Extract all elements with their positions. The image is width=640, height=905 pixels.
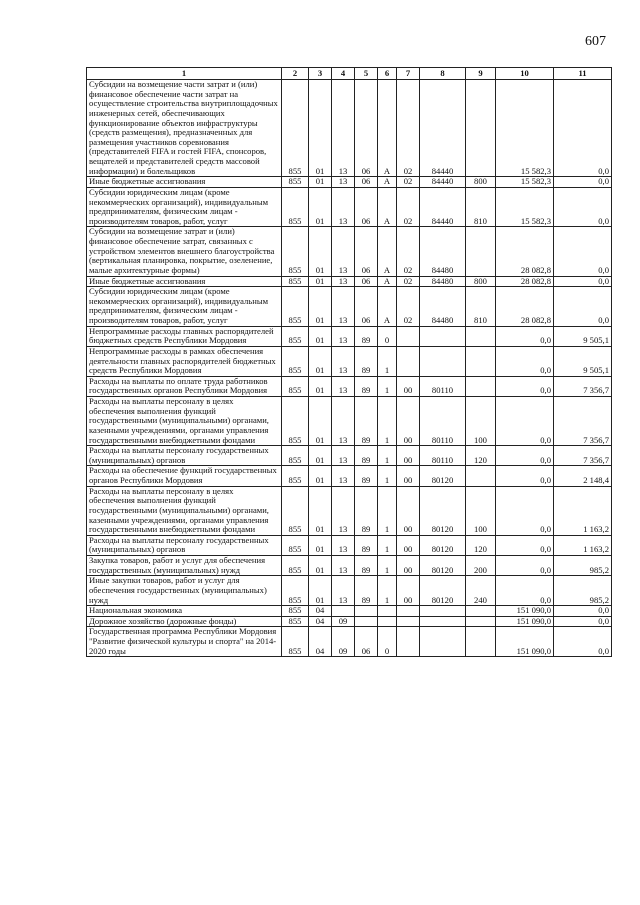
cell-pr: 13 — [332, 346, 355, 376]
cell-csr-3 — [397, 346, 420, 376]
cell-vr — [466, 346, 496, 376]
cell-gr: 855 — [282, 556, 309, 576]
cell-csr-3: 00 — [397, 486, 420, 535]
cell-csr-4 — [420, 627, 466, 657]
cell-pr: 09 — [332, 616, 355, 627]
cell-csr-2: 1 — [378, 466, 397, 486]
cell-csr-3: 00 — [397, 397, 420, 446]
cell-pr — [332, 606, 355, 617]
cell-csr-2: 1 — [378, 576, 397, 606]
table-row — [87, 446, 612, 466]
cell-csr-3: 02 — [397, 187, 420, 227]
column-header: 10 — [496, 68, 554, 80]
cell-csr-4: 84440 — [420, 80, 466, 177]
cell-csr-3: 02 — [397, 80, 420, 177]
cell-sum-2018: 0,0 — [496, 446, 554, 466]
cell-sum-2019: 0,0 — [554, 627, 612, 657]
cell-csr-1: 06 — [355, 276, 378, 287]
cell-description: Иные бюджетные ассигнования — [87, 276, 282, 287]
cell-csr-3 — [397, 606, 420, 617]
cell-gr: 855 — [282, 466, 309, 486]
cell-rz: 04 — [309, 627, 332, 657]
cell-csr-3: 02 — [397, 177, 420, 188]
cell-sum-2019: 2 148,4 — [554, 466, 612, 486]
cell-csr-1: 06 — [355, 227, 378, 276]
cell-csr-1: 89 — [355, 397, 378, 446]
cell-vr: 810 — [466, 187, 496, 227]
cell-rz: 01 — [309, 556, 332, 576]
cell-csr-3: 02 — [397, 227, 420, 276]
cell-vr: 200 — [466, 556, 496, 576]
cell-sum-2018: 0,0 — [496, 556, 554, 576]
cell-csr-2: А — [378, 80, 397, 177]
cell-pr: 13 — [332, 466, 355, 486]
cell-csr-1: 06 — [355, 80, 378, 177]
cell-vr — [466, 376, 496, 396]
column-header: 11 — [554, 68, 612, 80]
cell-csr-4 — [420, 606, 466, 617]
cell-pr: 09 — [332, 627, 355, 657]
cell-csr-3: 00 — [397, 576, 420, 606]
cell-pr: 13 — [332, 287, 355, 327]
cell-csr-2: 1 — [378, 486, 397, 535]
cell-csr-2: А — [378, 187, 397, 227]
table-row — [87, 187, 612, 227]
cell-sum-2018: 0,0 — [496, 535, 554, 555]
cell-vr — [466, 80, 496, 177]
cell-sum-2019: 7 356,7 — [554, 397, 612, 446]
table-header-row — [87, 68, 612, 80]
cell-vr — [466, 627, 496, 657]
cell-sum-2018: 15 582,3 — [496, 177, 554, 188]
cell-sum-2019: 7 356,7 — [554, 376, 612, 396]
cell-description: Расходы на выплаты персоналу в целях обеспечения выполнения функций государственными (муниципальными) органами, казенными учреждениями, органами управления государственными внебюджетными фондами — [87, 397, 282, 446]
cell-rz: 01 — [309, 376, 332, 396]
cell-gr: 855 — [282, 177, 309, 188]
cell-pr: 13 — [332, 326, 355, 346]
cell-sum-2018: 28 082,8 — [496, 227, 554, 276]
cell-sum-2018: 0,0 — [496, 486, 554, 535]
cell-sum-2019: 0,0 — [554, 177, 612, 188]
cell-sum-2019: 9 505,1 — [554, 326, 612, 346]
cell-csr-1: 89 — [355, 535, 378, 555]
cell-csr-1: 06 — [355, 627, 378, 657]
cell-description: Расходы на обеспечение функций государственных органов Республики Мордовия — [87, 466, 282, 486]
cell-csr-4: 80120 — [420, 466, 466, 486]
cell-csr-3: 00 — [397, 376, 420, 396]
cell-sum-2019: 7 356,7 — [554, 446, 612, 466]
cell-csr-4: 84480 — [420, 276, 466, 287]
cell-csr-2: 1 — [378, 376, 397, 396]
cell-csr-2: 1 — [378, 397, 397, 446]
cell-rz: 01 — [309, 535, 332, 555]
cell-vr: 800 — [466, 276, 496, 287]
column-header: 9 — [466, 68, 496, 80]
cell-sum-2018: 0,0 — [496, 397, 554, 446]
cell-sum-2018: 28 082,8 — [496, 276, 554, 287]
column-header: 3 — [309, 68, 332, 80]
cell-csr-1: 06 — [355, 187, 378, 227]
cell-csr-2 — [378, 616, 397, 627]
cell-csr-4: 80120 — [420, 486, 466, 535]
table-row — [87, 346, 612, 376]
cell-rz: 01 — [309, 276, 332, 287]
cell-description: Государственная программа Республики Мордовия "Развитие физической культуры и спорта" на 2014-2020 годы — [87, 627, 282, 657]
cell-sum-2019: 985,2 — [554, 556, 612, 576]
cell-sum-2019: 985,2 — [554, 576, 612, 606]
cell-csr-3: 00 — [397, 535, 420, 555]
cell-csr-3: 00 — [397, 446, 420, 466]
cell-vr: 100 — [466, 397, 496, 446]
cell-rz: 01 — [309, 466, 332, 486]
cell-pr: 13 — [332, 276, 355, 287]
table-body — [87, 80, 612, 657]
cell-description: Субсидии на возмещение части затрат и (или) финансовое обеспечение части затрат на осуществление строительства внутриплощадочных инженерных сетей, обеспечивающих функционирование объектов инфраструктуры (средств размещения), предназначенных для размещения участников соревнования (представителей FIFA и гостей FIFA, спонсоров, вещателей и представителей средств массовой информации) и болельщиков — [87, 80, 282, 177]
cell-csr-2: 0 — [378, 627, 397, 657]
cell-description: Иные закупки товаров, работ и услуг для обеспечения государственных (муниципальных) нужд — [87, 576, 282, 606]
cell-csr-4 — [420, 616, 466, 627]
column-header: 5 — [355, 68, 378, 80]
cell-rz: 01 — [309, 486, 332, 535]
cell-description: Субсидии юридическим лицам (кроме некоммерческих организаций), индивидуальным предпринимателям, физическим лицам - производителям товаров, работ, услуг — [87, 287, 282, 327]
cell-csr-4 — [420, 346, 466, 376]
cell-vr: 240 — [466, 576, 496, 606]
cell-csr-1: 89 — [355, 486, 378, 535]
cell-csr-4: 84440 — [420, 187, 466, 227]
cell-sum-2018: 15 582,3 — [496, 187, 554, 227]
cell-description: Национальная экономика — [87, 606, 282, 617]
cell-rz: 01 — [309, 397, 332, 446]
cell-csr-1: 89 — [355, 576, 378, 606]
cell-description: Непрограммные расходы главных распорядителей бюджетных средств Республики Мордовия — [87, 326, 282, 346]
cell-sum-2019: 0,0 — [554, 287, 612, 327]
cell-csr-2: 0 — [378, 326, 397, 346]
cell-sum-2018: 151 090,0 — [496, 606, 554, 617]
cell-rz: 01 — [309, 287, 332, 327]
cell-sum-2018: 0,0 — [496, 346, 554, 376]
cell-csr-1: 06 — [355, 177, 378, 188]
cell-csr-4: 80110 — [420, 397, 466, 446]
cell-sum-2018: 0,0 — [496, 466, 554, 486]
cell-csr-4: 80120 — [420, 535, 466, 555]
cell-gr: 855 — [282, 287, 309, 327]
table-row — [87, 466, 612, 486]
cell-gr: 855 — [282, 326, 309, 346]
cell-pr: 13 — [332, 80, 355, 177]
cell-sum-2019: 0,0 — [554, 276, 612, 287]
cell-rz: 04 — [309, 606, 332, 617]
page-number: 607 — [585, 34, 606, 49]
cell-sum-2019: 0,0 — [554, 616, 612, 627]
cell-csr-3 — [397, 627, 420, 657]
table-row — [87, 486, 612, 535]
cell-rz: 01 — [309, 446, 332, 466]
column-header: 7 — [397, 68, 420, 80]
cell-gr: 855 — [282, 227, 309, 276]
cell-sum-2019: 0,0 — [554, 187, 612, 227]
cell-csr-4: 84480 — [420, 227, 466, 276]
cell-description: Расходы на выплаты персоналу государственных (муниципальных) органов — [87, 535, 282, 555]
table-row — [87, 627, 612, 657]
cell-csr-1 — [355, 606, 378, 617]
column-header: 1 — [87, 68, 282, 80]
cell-sum-2019: 0,0 — [554, 227, 612, 276]
table-row — [87, 376, 612, 396]
cell-rz: 01 — [309, 187, 332, 227]
table-row — [87, 80, 612, 177]
cell-gr: 855 — [282, 276, 309, 287]
column-header: 4 — [332, 68, 355, 80]
cell-csr-2: 1 — [378, 346, 397, 376]
cell-gr: 855 — [282, 535, 309, 555]
cell-description: Закупка товаров, работ и услуг для обеспечения государственных (муниципальных) нужд — [87, 556, 282, 576]
cell-csr-3: 02 — [397, 287, 420, 327]
cell-gr: 855 — [282, 486, 309, 535]
cell-vr — [466, 466, 496, 486]
cell-sum-2018: 0,0 — [496, 326, 554, 346]
cell-csr-4: 84440 — [420, 177, 466, 188]
cell-csr-2: 1 — [378, 446, 397, 466]
cell-csr-4: 80120 — [420, 576, 466, 606]
cell-pr: 13 — [332, 576, 355, 606]
cell-pr: 13 — [332, 227, 355, 276]
cell-rz: 04 — [309, 616, 332, 627]
cell-vr: 800 — [466, 177, 496, 188]
table-row — [87, 276, 612, 287]
table-row — [87, 287, 612, 327]
cell-sum-2018: 0,0 — [496, 576, 554, 606]
cell-vr: 100 — [466, 486, 496, 535]
cell-csr-1: 89 — [355, 346, 378, 376]
cell-pr: 13 — [332, 556, 355, 576]
cell-gr: 855 — [282, 397, 309, 446]
cell-rz: 01 — [309, 576, 332, 606]
cell-csr-2: 1 — [378, 535, 397, 555]
table-row — [87, 576, 612, 606]
cell-sum-2018: 0,0 — [496, 376, 554, 396]
cell-csr-1: 89 — [355, 466, 378, 486]
cell-csr-4: 80120 — [420, 556, 466, 576]
cell-rz: 01 — [309, 227, 332, 276]
cell-csr-1: 06 — [355, 287, 378, 327]
cell-sum-2018: 151 090,0 — [496, 616, 554, 627]
cell-rz: 01 — [309, 326, 332, 346]
cell-pr: 13 — [332, 486, 355, 535]
cell-vr — [466, 606, 496, 617]
cell-csr-3 — [397, 616, 420, 627]
cell-sum-2019: 0,0 — [554, 606, 612, 617]
cell-gr: 855 — [282, 80, 309, 177]
cell-gr: 855 — [282, 446, 309, 466]
table-row — [87, 606, 612, 617]
budget-table — [86, 67, 612, 657]
cell-csr-4: 84480 — [420, 287, 466, 327]
cell-description: Непрограммные расходы в рамках обеспечения деятельности главных распорядителей бюджетных средств Республики Мордовия — [87, 346, 282, 376]
cell-gr: 855 — [282, 576, 309, 606]
cell-csr-1 — [355, 616, 378, 627]
cell-csr-1: 89 — [355, 446, 378, 466]
table-row — [87, 397, 612, 446]
cell-rz: 01 — [309, 346, 332, 376]
table-row — [87, 326, 612, 346]
cell-csr-2 — [378, 606, 397, 617]
cell-gr: 855 — [282, 346, 309, 376]
cell-csr-4: 80110 — [420, 446, 466, 466]
cell-sum-2018: 28 082,8 — [496, 287, 554, 327]
cell-csr-3 — [397, 326, 420, 346]
cell-csr-3: 02 — [397, 276, 420, 287]
cell-csr-2: А — [378, 287, 397, 327]
cell-pr: 13 — [332, 177, 355, 188]
cell-vr — [466, 616, 496, 627]
cell-gr: 855 — [282, 187, 309, 227]
cell-vr: 120 — [466, 446, 496, 466]
cell-gr: 855 — [282, 376, 309, 396]
cell-gr: 855 — [282, 616, 309, 627]
cell-sum-2018: 15 582,3 — [496, 80, 554, 177]
cell-csr-2: 1 — [378, 556, 397, 576]
column-header: 6 — [378, 68, 397, 80]
cell-rz: 01 — [309, 80, 332, 177]
cell-description: Субсидии юридическим лицам (кроме некоммерческих организаций), индивидуальным предпринимателям, физическим лицам - производителям товаров, работ, услуг — [87, 187, 282, 227]
cell-vr — [466, 326, 496, 346]
column-header: 2 — [282, 68, 309, 80]
cell-description: Дорожное хозяйство (дорожные фонды) — [87, 616, 282, 627]
cell-description: Расходы на выплаты персоналу в целях обеспечения выполнения функций государственными (муниципальными) органами, казенными учреждениями, органами управления государственными внебюджетными фондами — [87, 486, 282, 535]
cell-csr-2: А — [378, 227, 397, 276]
column-header: 8 — [420, 68, 466, 80]
cell-rz: 01 — [309, 177, 332, 188]
table-row — [87, 227, 612, 276]
cell-csr-3: 00 — [397, 556, 420, 576]
cell-gr: 855 — [282, 606, 309, 617]
cell-sum-2019: 1 163,2 — [554, 486, 612, 535]
cell-csr-2: А — [378, 177, 397, 188]
cell-csr-1: 89 — [355, 326, 378, 346]
cell-description: Субсидии на возмещение затрат и (или) финансовое обеспечение затрат, связанных с устройством элементов внешнего благоустройства (вертикальная планировка, покрытие, озеленение, малые архитектурные формы) — [87, 227, 282, 276]
cell-csr-2: А — [378, 276, 397, 287]
cell-csr-1: 89 — [355, 376, 378, 396]
table-row — [87, 556, 612, 576]
cell-description: Расходы на выплаты по оплате труда работников государственных органов Республики Мордовия — [87, 376, 282, 396]
cell-sum-2019: 0,0 — [554, 80, 612, 177]
cell-pr: 13 — [332, 376, 355, 396]
cell-pr: 13 — [332, 397, 355, 446]
cell-csr-4 — [420, 326, 466, 346]
cell-csr-3: 00 — [397, 466, 420, 486]
cell-vr: 120 — [466, 535, 496, 555]
table-row — [87, 616, 612, 627]
table-row — [87, 535, 612, 555]
cell-sum-2019: 1 163,2 — [554, 535, 612, 555]
table-row — [87, 177, 612, 188]
cell-description: Иные бюджетные ассигнования — [87, 177, 282, 188]
cell-vr: 810 — [466, 287, 496, 327]
cell-vr — [466, 227, 496, 276]
cell-pr: 13 — [332, 535, 355, 555]
cell-sum-2019: 9 505,1 — [554, 346, 612, 376]
cell-pr: 13 — [332, 187, 355, 227]
cell-sum-2018: 151 090,0 — [496, 627, 554, 657]
cell-description: Расходы на выплаты персоналу государственных (муниципальных) органов — [87, 446, 282, 466]
cell-csr-4: 80110 — [420, 376, 466, 396]
cell-csr-1: 89 — [355, 556, 378, 576]
cell-pr: 13 — [332, 446, 355, 466]
cell-gr: 855 — [282, 627, 309, 657]
